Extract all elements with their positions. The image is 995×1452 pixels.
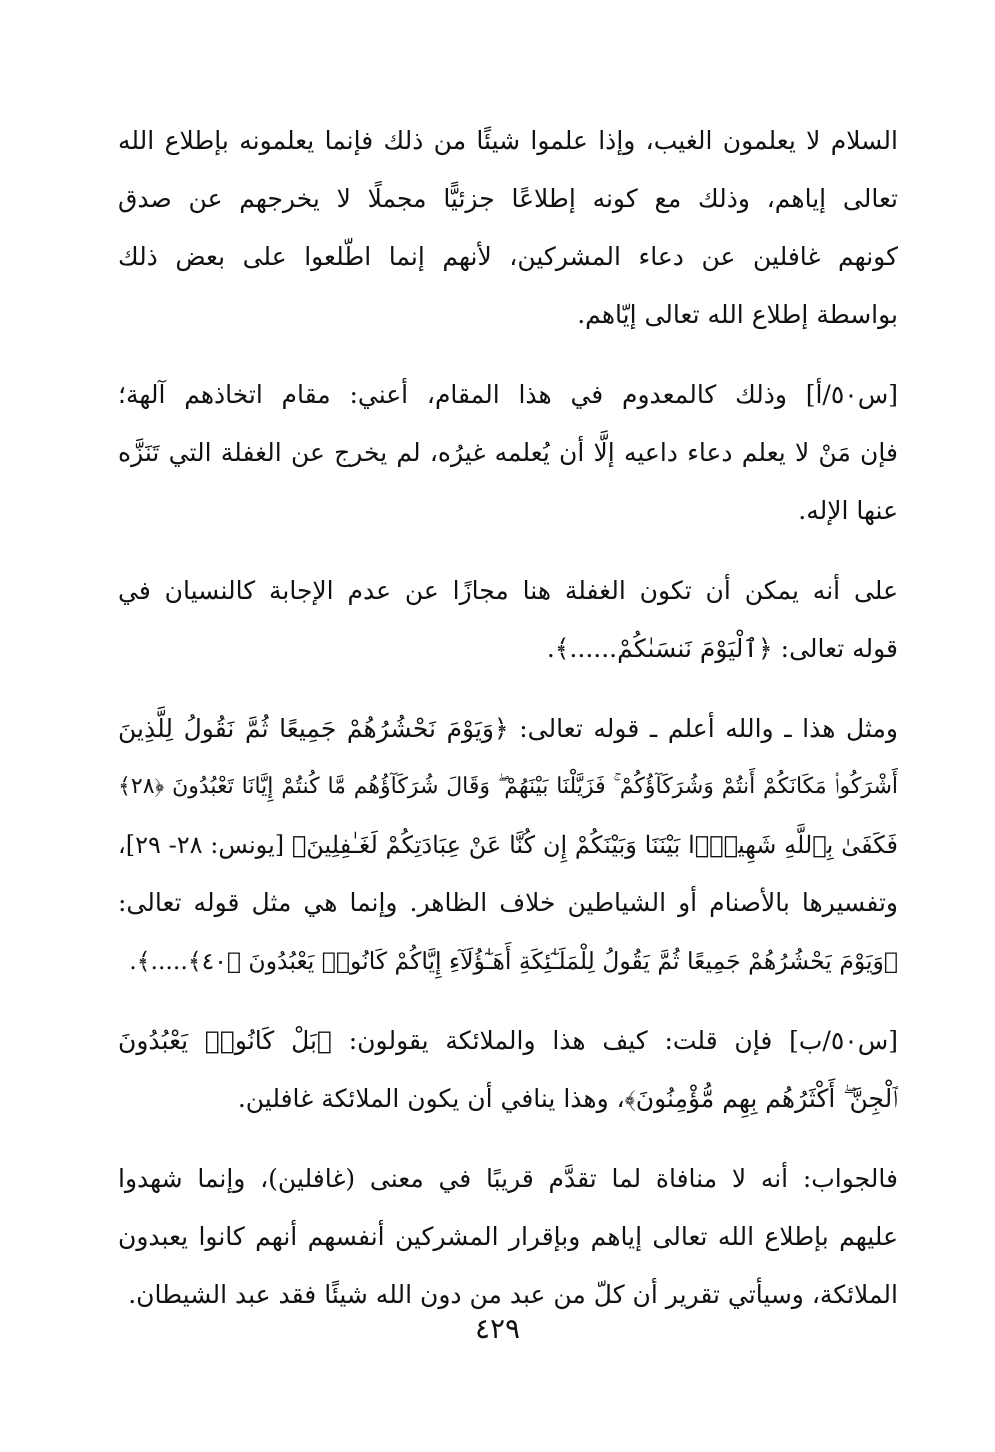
paragraph-1 [118,112,898,344]
text-line: تعالى إياهم، وذلك مع كونه إطلاعًا جزئيًّا مجملًا لا يخرجهم عن صدق [118,184,898,213]
text-line: [س٥٠/ب] فإن قلت: كيف هذا والملائكة يقولون: ﴿بَلْ كَانُوا۟ يَعْبُدُونَ [118,1026,898,1055]
text-line: فالجواب: أنه لا منافاة لما تقدَّم قريبًا في معنى (غافلين)، وإنما شهدوا [118,1164,898,1193]
text-line: [س٥٠/أ] وذلك كالمعدوم في هذا المقام، أعني: مقام اتخاذهم آلهة؛ [118,380,898,409]
text-line: كونهم غافلين عن دعاء المشركين، لأنهم إنما اطّلعوا على بعض ذلك [118,242,898,271]
text-line: عليهم بإطلاع الله تعالى إياهم وبإقرار المشركين أنفسهم أنهم كانوا يعبدون [118,1222,898,1251]
text-line: أَشْرَكُوا۟ مَكَانَكُمْ أَنتُمْ وَشُرَكَآؤُكُمْ ۚ فَزَيَّلْنَا بَيْنَهُمْ ۖ وَقَالَ شُرَكَآؤُهُم مَّا كُنتُمْ إِيَّانَا تَعْبُدُونَ ﴿٢٨﴾ [118,774,898,799]
text-line: ٱلْجِنَّ ۖ أَكْثَرُهُم بِهِم مُّؤْمِنُونَ﴾، وهذا ينافي أن يكون الملائكة غافلين. [237,1084,898,1113]
text-line: على أنه يمكن أن تكون الغفلة هنا مجازًا عن عدم الإجابة كالنسيان في [118,576,898,605]
text-line: عنها الإله. [798,496,898,525]
text-line: السلام لا يعلمون الغيب، وإذا علموا شيئًا من ذلك فإنما يعلمونه بإطلاع الله [118,126,898,155]
text-line: فَكَفَىٰ بِٱللَّهِ شَهِيدًۢا بَيْنَنَا وَبَيْنَكُمْ إِن كُنَّا عَنْ عِبَادَتِكُمْ لَغَـٰفِلِينَ﴾ [يونس: ٢٨- ٢٩]، [118,831,898,859]
text-line: بواسطة إطلاع الله تعالى إيّاهم. [577,300,898,329]
text-line: وتفسيرها بالأصنام أو الشياطين خلاف الظاهر. وإنما هي مثل قوله تعالى: [118,888,898,917]
text-line: ﴿وَيَوْمَ يَحْشُرُهُمْ جَمِيعًا ثُمَّ يَقُولُ لِلْمَلَـٰٓئِكَةِ أَهَـٰٓؤُلَآءِ إِيَّاكُمْ كَانُوا۟ يَعْبُدُونَ ﴿٤٠﴾.....﴾. [129,947,898,975]
text-line: ومثل هذا ـ والله أعلم ـ قوله تعالى: ﴿وَيَوْمَ نَحْشُرُهُمْ جَمِيعًا ثُمَّ نَقُولُ لِلَّذِينَ [118,714,898,743]
paragraph-5 [118,1012,898,1128]
paragraph-6 [118,1150,898,1324]
page-body [118,112,898,1346]
text-line: قوله تعالى: ﴿ٱلْيَوْمَ نَنسَىٰكُمْ......﴾. [546,634,898,663]
page-number: ٤٢٩ [474,1312,521,1345]
text-line: فإن مَنْ لا يعلم دعاء داعيه إلَّا أن يُعلمه غيرُه، لم يخرج عن الغفلة التي تَنَزَّه [118,438,898,467]
paragraph-4 [118,700,898,990]
paragraph-2 [118,366,898,540]
paragraph-3 [118,562,898,678]
text-line: الملائكة، وسيأتي تقرير أن كلّ من عبد من دون الله شيئًا فقد عبد الشيطان. [128,1280,898,1309]
